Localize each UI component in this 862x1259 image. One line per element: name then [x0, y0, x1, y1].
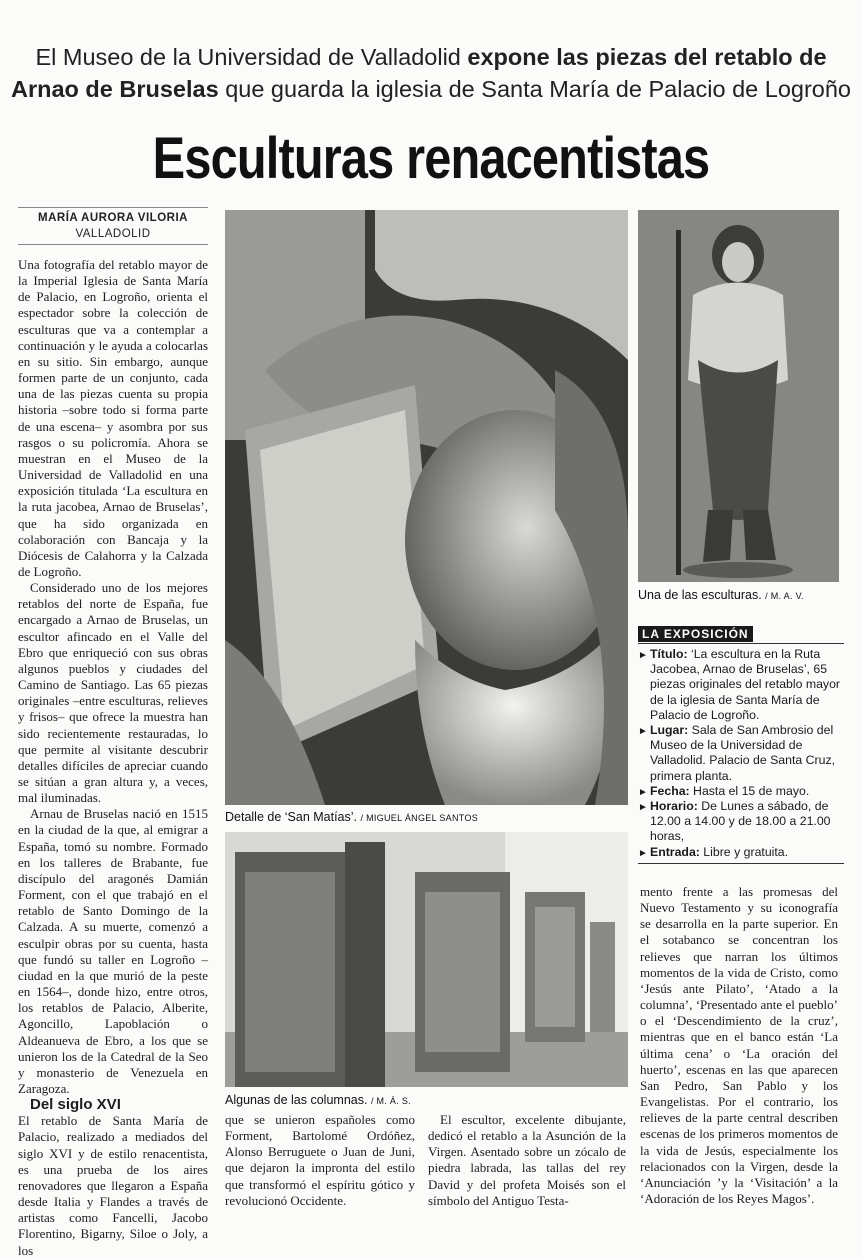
- paragraph: Una fotografía del retablo mayor de la Imperial Iglesia de Santa María de Palacio, en Logroño, orienta el espectador sobre la colección de esculturas que va a contemplar a continuación y le ayuda a colocarlas en su sitio. Sin embargo, aunque formen parte de un conjunto, cada una de las piezas cuenta su propia historia –sobre todo si forma parte de una escena– y asombra por sus rasgos o su policromía. Ahora se muestran en el Museo de la Universidad de Valladolid en una exposición titulada ‘La escultura en la ruta jacobea, Arnao de Bruselas’, que ha sido organizada en colaboración con Bancaja y la Diócesis de Calahorra y la Calzada de Logroño.: [18, 257, 208, 579]
- infobox-item-label: Fecha:: [650, 783, 690, 798]
- sculpture-image: [638, 210, 839, 582]
- kicker-line-2-regular: que guarda la iglesia de Santa María de Palacio de Logroño: [225, 76, 851, 102]
- paragraph: mento frente a las promesas del Nuevo Testamento y su iconografía se desarrolla en la parte superior. En el sotabanco se concentran los relieves que narran los últimos momentos de la vida de Cristo, como ‘Jesús ante Pilato’, ‘Atado a la columna’, ‘Presentado ante el pueblo’ o el ‘Descendimiento de la cruz’, mientras que en el banco están ‘La última cena’ o ‘La oración del huerto’, escenas en las que aparecen San Pedro, San Pablo y los Evangelistas. Por el contrario, los relieves de la parte central describen escenas de los primeros momentos de la vida de Jesús, especialmente los relacionados con la Virgen, desde la ‘Anunciación ’y la ‘Visitación’ a la ‘Adoración de los Reyes Magos’.: [640, 884, 838, 1206]
- paragraph: Arnau de Bruselas nació en 1515 en la ciudad de la que, al emigrar a España, tomó su nombre. Formado en los talleres de Brabante, fue discípulo del aragonés Damián Forment, con el que trabajó en el retablo de Santo Domingo de la Calzada. A su muerte, comenzó a esculpir obras por su cuenta, hasta que fundó su taller en Logroño –ciudad en la que murió de la peste en 1564–, donde hizo, entre otros, los retablos de Palacio, Alberite, Agoncillo, Lapoblación o Aldeanueva de Ebro, a los que se unieron los de la Catedral de la Seo y monasterio de Venezuela en Zaragoza.: [18, 806, 208, 1096]
- paragraph: El retablo de Santa María de Palacio, realizado a mediados del siglo XVI y de estilo renacentista, es una prueba de los aires renovadores que llegaron a España desde Italia y Flandes a través de artistas como Fancelli, Jacobo Florentino, Bigarny, Siloe o Joly, a los: [18, 1113, 208, 1258]
- infobox-list: [638, 647, 844, 860]
- paragraph: Considerado uno de los mejores retablos del norte de España, fue encargado a Arnao de Bruselas, un escultor afincado en el Valle del Ebro que enriqueció con sus obras algunos pueblos y ciudades del Camino de Santiago. Las 65 piezas originales –entre esculturas, relieves y frisos– que ofrece la muestra han sido recientemente restauradas, lo que permite al visitante descubrir detalles difíciles de apreciar cuando se sitúan a gran altura y, a veces, mal iluminadas.: [18, 580, 208, 806]
- infobox-bottom-rule: [638, 863, 844, 864]
- exhibition-infobox: [638, 625, 844, 864]
- arrow-right-icon: ►: [638, 726, 648, 738]
- byline: MARÍA AURORA VILORIA: [38, 212, 188, 224]
- dateline: VALLADOLID: [75, 228, 151, 240]
- infobox-item-text: Sala de San Ambrosio del Museo de la Universidad de Valladolid. Palacio de Santa Cruz, primera planta.: [650, 723, 836, 783]
- caption-right: [638, 588, 804, 602]
- infobox-title: LA EXPOSICIÓN: [638, 626, 753, 642]
- caption-main: [225, 810, 478, 824]
- infobox-item: [638, 784, 844, 799]
- arrow-right-icon: ►: [638, 847, 648, 859]
- article-column-3: [428, 1112, 626, 1222]
- article-column-1: [18, 257, 208, 1258]
- caption-main-text: Detalle de ‘San Matías’.: [225, 810, 358, 824]
- caption-right-credit: / M. A. V.: [765, 591, 804, 601]
- kicker-line-1-regular: El Museo de la Universidad de Valladolid: [35, 44, 461, 70]
- infobox-item-text: ‘La escultura en la Ruta Jacobea, Arnao de Bruselas’, 65 piezas originales del retablo mayor de la iglesia de Santa María de Palacio de Logroño.: [650, 647, 841, 722]
- dateline-rule: [18, 244, 208, 245]
- caption-right-text: Una de las esculturas.: [638, 588, 762, 602]
- caption-bottom-credit: / M. Á. S.: [370, 1096, 411, 1106]
- infobox-item: [638, 799, 844, 845]
- article-column-2: [225, 1112, 415, 1222]
- infobox-item-text: De Lunes a sábado, de 12.00 a 14.00 y de 18.00 a 21.00 horas,: [650, 799, 831, 844]
- infobox-item: [638, 723, 844, 784]
- infobox-item-label: Lugar:: [650, 723, 689, 738]
- photo-san-matias: [225, 210, 628, 805]
- caption-bottom-text: Algunas de las columnas.: [225, 1093, 368, 1107]
- san-matias-sculpture-image: [225, 210, 628, 805]
- arrow-right-icon: ►: [638, 650, 648, 661]
- caption-main-credit: / MIGUEL ÁNGEL SANTOS: [360, 813, 478, 823]
- subhead: Del siglo XVI: [30, 1096, 121, 1114]
- infobox-item-label: Título:: [650, 647, 688, 661]
- infobox-item-label: Horario:: [650, 799, 698, 814]
- kicker-line-2: [0, 74, 862, 105]
- headline: Esculturas renacentistas: [152, 126, 710, 191]
- caption-bottom: [225, 1093, 411, 1107]
- photo-columns: [225, 832, 628, 1087]
- infobox-item: [638, 647, 844, 723]
- infobox-item-text: Libre y gratuita.: [699, 844, 789, 859]
- columns-image: [225, 832, 628, 1087]
- paragraph: El escultor, excelente dibujante, dedicó el retablo a la Asunción de la Virgen. Asentado sobre un zócalo de piedra labrada, las tallas del rey David y del profeta Moisés son el símbolo del Antiguo Testa-: [428, 1112, 626, 1208]
- byline-rule: [18, 207, 208, 208]
- paragraph: que se unieron españoles como Forment, Bartolomé Ordóñez, Alonso Berruguete o Juan de Juni, que dejaron la impronta del estilo que transformó el espíritu gótico y revolucionó Occidente.: [225, 1112, 415, 1208]
- infobox-item-text: Hasta el 15 de mayo.: [689, 783, 810, 798]
- kicker-line-1: [0, 42, 862, 73]
- infobox-item-label: Entrada:: [650, 844, 700, 859]
- kicker-line-2-bold: Arnao de Bruselas: [11, 76, 219, 102]
- arrow-right-icon: ►: [638, 786, 648, 798]
- kicker-line-1-bold: expone las piezas del retablo de: [467, 44, 827, 70]
- infobox-item: [638, 845, 844, 860]
- arrow-right-icon: ►: [638, 802, 648, 814]
- article-column-4: [640, 884, 838, 1220]
- infobox-header: [638, 625, 844, 644]
- photo-sculpture: [638, 210, 839, 582]
